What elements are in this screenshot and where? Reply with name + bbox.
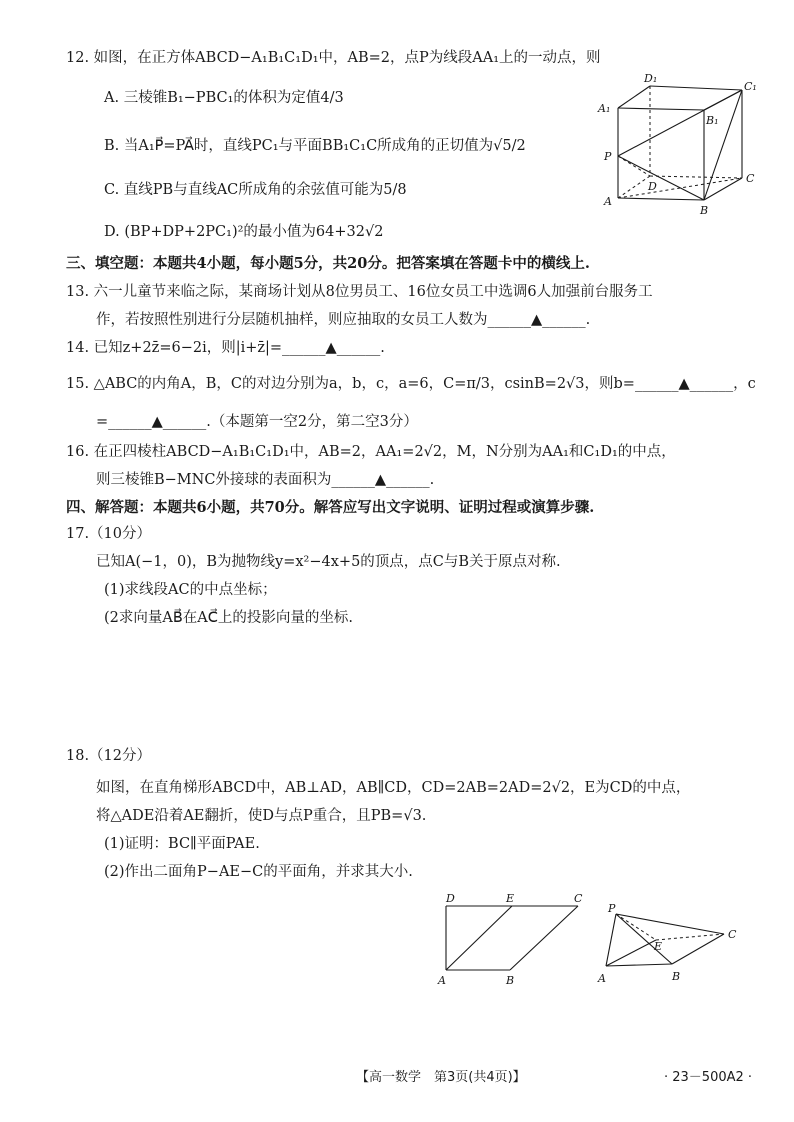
- q12-option-d: D. (BP+DP+2PC₁)²的最小值为64+32√2: [104, 224, 384, 240]
- q17-stem: 已知A(−1，0)，B为抛物线y=x²−4x+5的顶点，点C与B关于原点对称.: [96, 554, 561, 570]
- pyr-label-p: P: [608, 902, 616, 915]
- q18-stem2: 将△ADE沿着AE翻折，使D与点P重合，且PB=√3.: [96, 808, 427, 824]
- footer-code: · 23－500A2 ·: [664, 1070, 753, 1085]
- q16-line1: 16. 在正四棱柱ABCD−A₁B₁C₁D₁中，AB=2，AA₁=2√2，M，N分别为AA₁和C₁D₁的中点，: [66, 444, 676, 460]
- q17-part1: (1)求线段AC的中点坐标；: [104, 582, 277, 598]
- q18-part1: (1)证明：BC∥平面PAE.: [104, 836, 260, 852]
- q18-header: 18.（12分）: [66, 748, 152, 764]
- q12-option-c: C. 直线PB与直线AC所成角的余弦值可能为5/8: [104, 182, 407, 198]
- q12-stem: 12. 如图，在正方体ABCD−A₁B₁C₁D₁中，AB=2，点P为线段AA₁上的一动点，则: [66, 50, 601, 66]
- q12-option-a: A. 三棱锥B₁−PBC₁的体积为定值4/3: [104, 90, 344, 106]
- q18-part2: (2)作出二面角P−AE−C的平面角，并求其大小.: [104, 864, 413, 880]
- q16-line2: 则三棱锥B−MNC外接球的表面积为______▲______.: [96, 472, 435, 488]
- cube-label-d: D: [648, 180, 657, 193]
- q17-part2: (2求向量AB⃗在AC⃗上的投影向量的坐标.: [104, 610, 354, 626]
- cube-label-d1: D₁: [644, 72, 658, 85]
- trap-label-a: A: [438, 974, 446, 987]
- q17-header: 17.（10分）: [66, 526, 152, 542]
- trapezoid-figure: [434, 888, 594, 992]
- q15-line2: =______▲______.（本题第一空2分，第二空3分）: [96, 414, 418, 430]
- trap-label-b: B: [506, 974, 515, 987]
- q13-line2: 作，若按照性别进行分层随机抽样，则应抽取的女员工人数为______▲______.: [96, 312, 591, 328]
- cube-label-c: C: [746, 172, 755, 185]
- section3-heading: 三、填空题：本题共4小题，每小题5分，共20分。把答案填在答题卡中的横线上.: [66, 255, 590, 272]
- pyr-label-b: B: [672, 970, 681, 983]
- trap-label-c: C: [574, 892, 583, 905]
- footer-page-info: 【高一数学 第3页(共4页)】: [356, 1070, 526, 1085]
- pyr-label-e: E: [654, 940, 663, 953]
- section4-heading: 四、解答题：本题共6小题，共70分。解答应写出文字说明、证明过程或演算步骤.: [66, 499, 595, 516]
- cube-label-a: A: [604, 195, 612, 208]
- q18-stem1: 如图，在直角梯形ABCD中，AB⊥AD，AB∥CD，CD=2AB=2AD=2√2，E为CD的中点，: [96, 780, 691, 796]
- cube-label-b1: B₁: [706, 114, 719, 127]
- cube-label-c1: C₁: [744, 80, 757, 93]
- cube-label-a1: A₁: [598, 102, 611, 115]
- pyr-label-c: C: [728, 928, 737, 941]
- q14-text: 14. 已知z+2z̄=6−2i，则|i+z̄|=______▲______.: [66, 340, 385, 356]
- trap-label-e: E: [506, 892, 515, 905]
- q13-line1: 13. 六一儿童节来临之际，某商场计划从8位男员工、16位女员工中选调6人加强前台服务工: [66, 284, 653, 300]
- cube-label-b: B: [700, 204, 709, 217]
- pyramid-figure: [592, 900, 752, 990]
- cube-figure: [596, 72, 766, 222]
- page-footer: [0, 1066, 794, 1090]
- q15-line1: 15. △ABC的内角A，B，C的对边分别为a，b，c，a=6，C=π/3，csinB=2√3，则b=______▲______，c: [66, 376, 756, 392]
- pyr-label-a: A: [598, 972, 606, 985]
- trap-label-d: D: [446, 892, 455, 905]
- q12-option-b: B. 当A₁P⃗=PA⃗时，直线PC₁与平面BB₁C₁C所成角的正切值为√5/2: [104, 138, 526, 154]
- cube-label-p: P: [604, 150, 612, 163]
